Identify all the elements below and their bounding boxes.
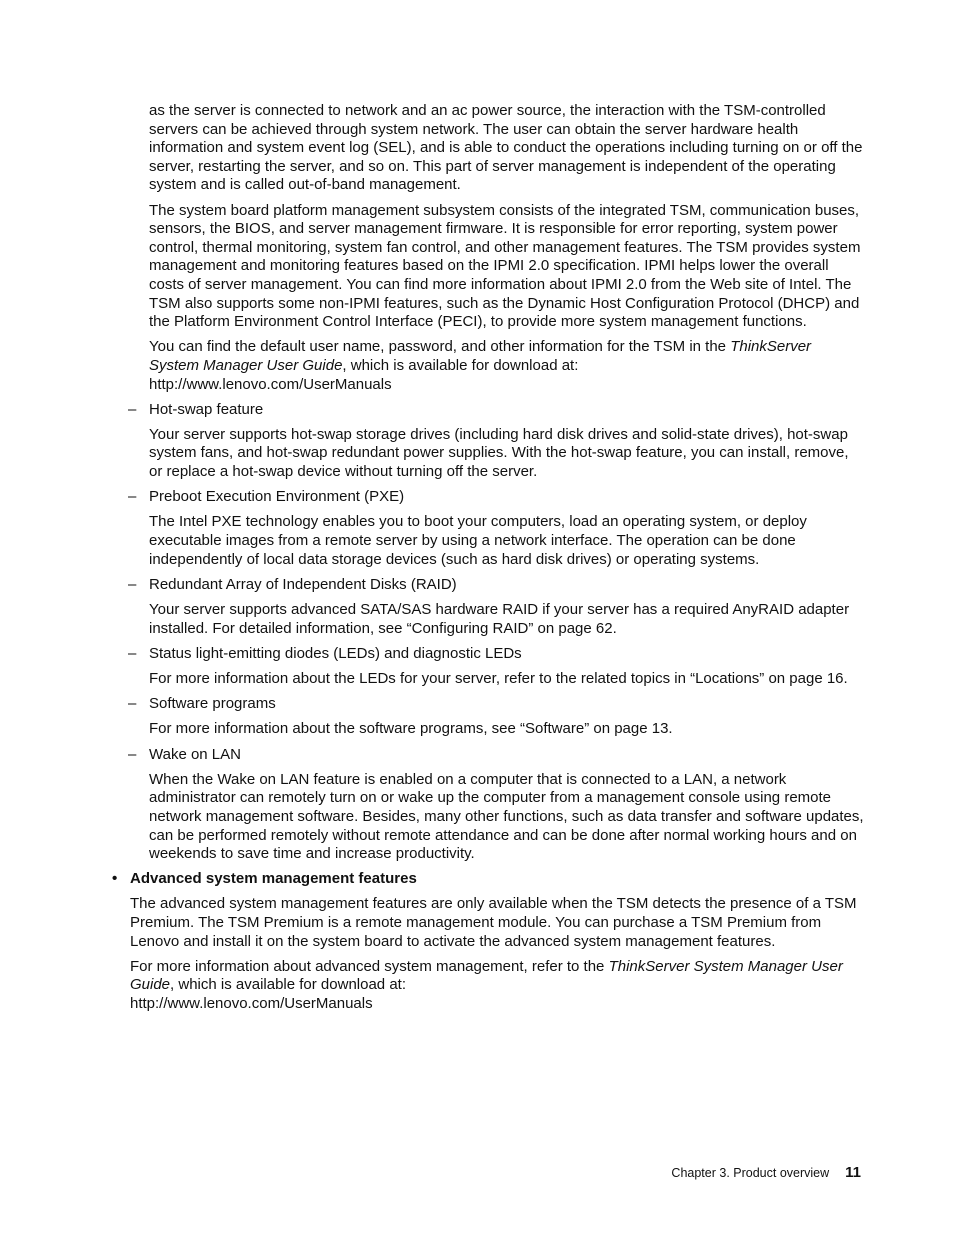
advanced-guide-url[interactable]: http://www.lenovo.com/UserManuals [130,995,373,1013]
dash-marker: – [128,695,137,713]
software-body: For more information about the software programs, see “Software” on page 13. [149,720,673,738]
tsm-guide-url[interactable]: http://www.lenovo.com/UserManuals [149,375,392,393]
pxe-title: Preboot Execution Environment (PXE) [149,488,405,506]
pxe-body: The Intel PXE technology enables you to boot your computers, load an operating system, or deploy executable images from a remote server by using a network interface. The operation can be done independently of local data storage devices (such as hard disk drives) or operating systems. [149,513,807,568]
tsm-guide-text-pre: You can find the default user name, password, and other information for the TSM in the [149,338,731,356]
list-item-leds [128,644,864,664]
tsm-guide-paragraph [149,338,864,394]
advanced-guide-text-pre: For more information about advanced system management, refer to the [130,957,609,975]
platform-management-paragraph: The system board platform management subsystem consists of the integrated TSM, communication buses, sensors, the BIOS, and server management firmware. It is responsible for error reporting, system power control, thermal monitoring, system fan control, and other management features. The TSM provides system management and monitoring features based on the IPMI 2.0 specification. IPMI helps lower the overall costs of server management. You can find more information about IPMI 2.0 from the Web site of Intel. The TSM also supports some non-IPMI features, such as the Dynamic Host Configuration Protocol (DHCP) and the Platform Environment Control Interface (PECI), to provide more system management functions. [149,201,861,331]
advanced-title: Advanced system management features [130,870,417,888]
page-content [112,102,864,1020]
dash-marker: – [128,745,137,763]
leds-body: For more information about the LEDs for your server, refer to the related topics in “Locations” on page 16. [149,669,848,687]
list-item-software [128,695,864,714]
list-item-pxe [128,488,864,507]
raid-title: Redundant Array of Independent Disks (RAID) [149,575,457,593]
advanced-guide-paragraph [130,958,864,1014]
advanced-body: The advanced system management features are only available when the TSM detects the presence of a TSM Premium. The TSM Premium is a remote management module. You can purchase a TSM Premium from Lenovo and install it on the system board to activate the advanced system management features. [130,895,857,950]
list-item-raid [128,575,864,595]
advanced-guide-title: ThinkServer System Manager User Guide [130,957,843,994]
list-item-hotswap [128,400,864,420]
advanced-guide-text-post: , which is available for download at: [170,976,406,994]
dash-marker: – [128,488,137,506]
dash-marker: – [128,400,137,418]
bullet-marker: • [112,870,118,888]
dash-marker: – [128,575,137,593]
hotswap-body: Your server supports hot-swap storage drives (including hard disk drives and solid-state drives), hot-swap system fans, and hot-swap redundant power supplies. With the hot-swap feature, you can install, remove, or replace a hot-swap device without turning off the server. [149,425,849,481]
page-footer [671,1164,861,1183]
wol-body: When the Wake on LAN feature is enabled on a computer that is connected to a LAN, a network administrator can remotely turn on or wake up the computer from a management console using remote network management software. Besides, many other functions, such as data transfer and software updates, can be performed remotely without remote attendance and can be done after normal working hours and on weekends to save time and increase productivity. [149,770,864,863]
raid-body: Your server supports advanced SATA/SAS hardware RAID if your server has a required AnyRAID adapter installed. For detailed information, see “Configuring RAID” on page 62. [149,601,850,637]
wol-title: Wake on LAN [149,745,241,763]
page-number: 11 [845,1164,861,1181]
tsm-oob-paragraph: as the server is connected to network and an ac power source, the interaction with the TSM-controlled servers can be achieved through system network. The user can obtain the server hardware health information and system event log (SEL), and is able to conduct the operations including turning on or off the server, restarting the server, and so on. This part of server management is independent of the operating system and is called out-of-band management. [149,102,863,194]
software-title: Software programs [149,695,276,713]
tsm-guide-title: ThinkServer System Manager User Guide [149,338,812,374]
list-item-wol [128,745,864,765]
leds-title: Status light-emitting diodes (LEDs) and diagnostic LEDs [149,644,522,662]
list-item-advanced [112,870,864,889]
chapter-label: Chapter 3. Product overview [671,1166,830,1180]
tsm-guide-text-post: , which is available for download at: [342,356,579,374]
hotswap-title: Hot-swap feature [149,400,264,418]
dash-marker: – [128,644,137,662]
